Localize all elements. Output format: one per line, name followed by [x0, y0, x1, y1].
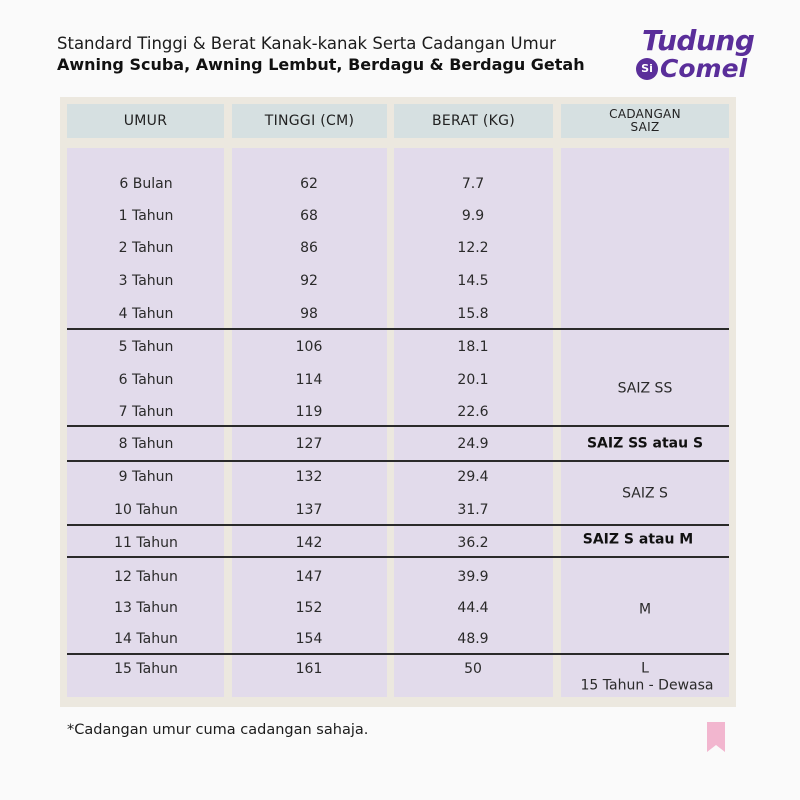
- header-umur: UMUR: [67, 104, 224, 138]
- group-divider: [67, 328, 729, 330]
- row-height: 86: [300, 240, 318, 256]
- row-age: 15 Tahun: [114, 661, 178, 677]
- page-subtitle: Awning Scuba, Awning Lembut, Berdagu & Berdagu Getah: [57, 55, 585, 74]
- row-weight: 7.7: [461, 176, 485, 192]
- row-age: 5 Tahun: [118, 339, 174, 355]
- row-weight: 36.2: [457, 535, 489, 551]
- group-divider: [67, 653, 729, 655]
- row-age: 13 Tahun: [114, 600, 178, 616]
- row-weight: 39.9: [457, 569, 489, 585]
- row-weight: 15.8: [457, 306, 489, 322]
- row-age: 8 Tahun: [118, 436, 174, 452]
- row-height: 68: [300, 208, 318, 224]
- row-age: 9 Tahun: [118, 469, 174, 485]
- header-cadangan: CADANGAN: [609, 107, 681, 121]
- row-weight: 48.9: [457, 631, 489, 647]
- row-height: 147: [295, 569, 323, 585]
- header-cadangan-saiz: [561, 104, 729, 138]
- header-tinggi: TINGGI (CM): [232, 104, 387, 138]
- row-age: 3 Tahun: [118, 273, 174, 289]
- row-height: 119: [295, 404, 323, 420]
- row-age: 2 Tahun: [118, 240, 174, 256]
- footnote: *Cadangan umur cuma cadangan sahaja.: [67, 722, 369, 738]
- row-height: 154: [295, 631, 323, 647]
- brand-logo: [636, 24, 756, 90]
- group-divider: [67, 425, 729, 427]
- row-age: 12 Tahun: [114, 569, 178, 585]
- size-l-note: 15 Tahun - Dewasa: [580, 677, 714, 694]
- row-weight: 50: [464, 661, 482, 677]
- row-age: 6 Bulan: [119, 176, 173, 192]
- row-height: 62: [300, 176, 318, 192]
- header-berat: BERAT (KG): [394, 104, 553, 138]
- row-height: 92: [300, 273, 318, 289]
- row-height: 98: [300, 306, 318, 322]
- row-weight: 9.9: [461, 208, 485, 224]
- row-height: 106: [295, 339, 323, 355]
- bookmark-icon: [707, 722, 725, 752]
- row-weight: 24.9: [457, 436, 489, 452]
- row-weight: 44.4: [457, 600, 489, 616]
- row-weight: 31.7: [457, 502, 489, 518]
- row-weight: 22.6: [457, 404, 489, 420]
- row-height: 152: [295, 600, 323, 616]
- row-weight: 12.2: [457, 240, 489, 256]
- row-height: 132: [295, 469, 323, 485]
- row-height: 114: [295, 372, 323, 388]
- row-age: 7 Tahun: [118, 404, 174, 420]
- logo-text-bottom: Comel: [660, 54, 748, 83]
- size-m: M: [638, 601, 652, 618]
- group-divider: [67, 524, 729, 526]
- row-age: 4 Tahun: [118, 306, 174, 322]
- size-l: L: [641, 660, 649, 677]
- row-weight: 14.5: [457, 273, 489, 289]
- row-age: 6 Tahun: [118, 372, 174, 388]
- size-ss-or-s: SAIZ SS atau S: [586, 435, 704, 452]
- page-title: Standard Tinggi & Berat Kanak-kanak Serta Cadangan Umur: [57, 34, 556, 53]
- row-weight: 20.1: [457, 372, 489, 388]
- row-age: 14 Tahun: [114, 631, 178, 647]
- size-s: SAIZ S: [622, 485, 668, 502]
- group-divider: [67, 556, 729, 558]
- row-height: 137: [295, 502, 323, 518]
- size-s-or-m: SAIZ S atau M: [582, 531, 694, 548]
- logo-text-si: Si: [636, 58, 658, 80]
- row-weight: 29.4: [457, 469, 489, 485]
- header-saiz: SAIZ: [630, 120, 660, 134]
- logo-text-top: Tudung: [642, 24, 755, 57]
- row-height: 142: [295, 535, 323, 551]
- row-height: 161: [295, 661, 323, 677]
- group-divider: [67, 460, 729, 462]
- row-height: 127: [295, 436, 323, 452]
- row-weight: 18.1: [457, 339, 489, 355]
- row-age: 10 Tahun: [114, 502, 178, 518]
- row-age: 11 Tahun: [114, 535, 178, 551]
- row-age: 1 Tahun: [118, 208, 174, 224]
- size-ss: SAIZ SS: [617, 380, 673, 397]
